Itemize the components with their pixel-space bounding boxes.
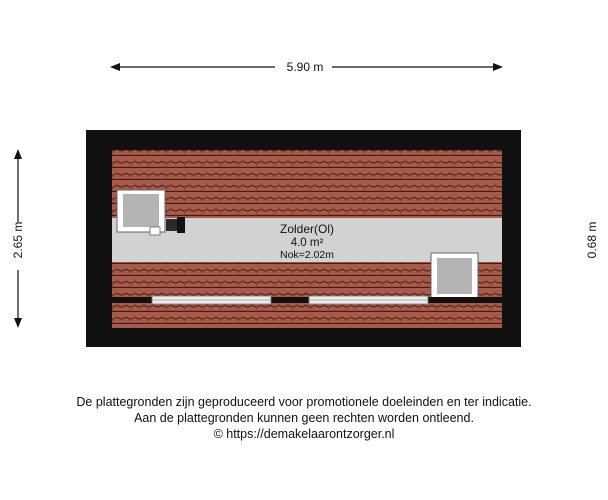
width-dimension-label: 5.90 m (286, 60, 324, 74)
knee-wall (112, 296, 502, 304)
roof-tiles-upper (112, 150, 502, 218)
disclaimer (0, 394, 608, 442)
left-height-dimension (11, 149, 25, 328)
width-dimension (110, 60, 503, 74)
vent-pipe (166, 217, 185, 233)
disclaimer-line-2: Aan de plattegronden kunnen geen rechten worden ontleend. (134, 411, 474, 425)
left-height-label: 2.65 m (11, 221, 25, 259)
disclaimer-line-3: © https://demakelaarontzorger.nl (213, 427, 395, 441)
room-name: Zolder(Ol) (279, 222, 335, 236)
room-ridge-height: Nok=2.02m (280, 249, 334, 261)
skylight-left (117, 190, 165, 235)
skylight-right (431, 253, 478, 299)
right-height-label: 0.68 m (585, 221, 599, 259)
room-area: 4.0 m² (290, 237, 324, 249)
disclaimer-line-1: De plattegronden zijn geproduceerd voor promotionele doeleinden en ter indicatie. (76, 395, 532, 409)
